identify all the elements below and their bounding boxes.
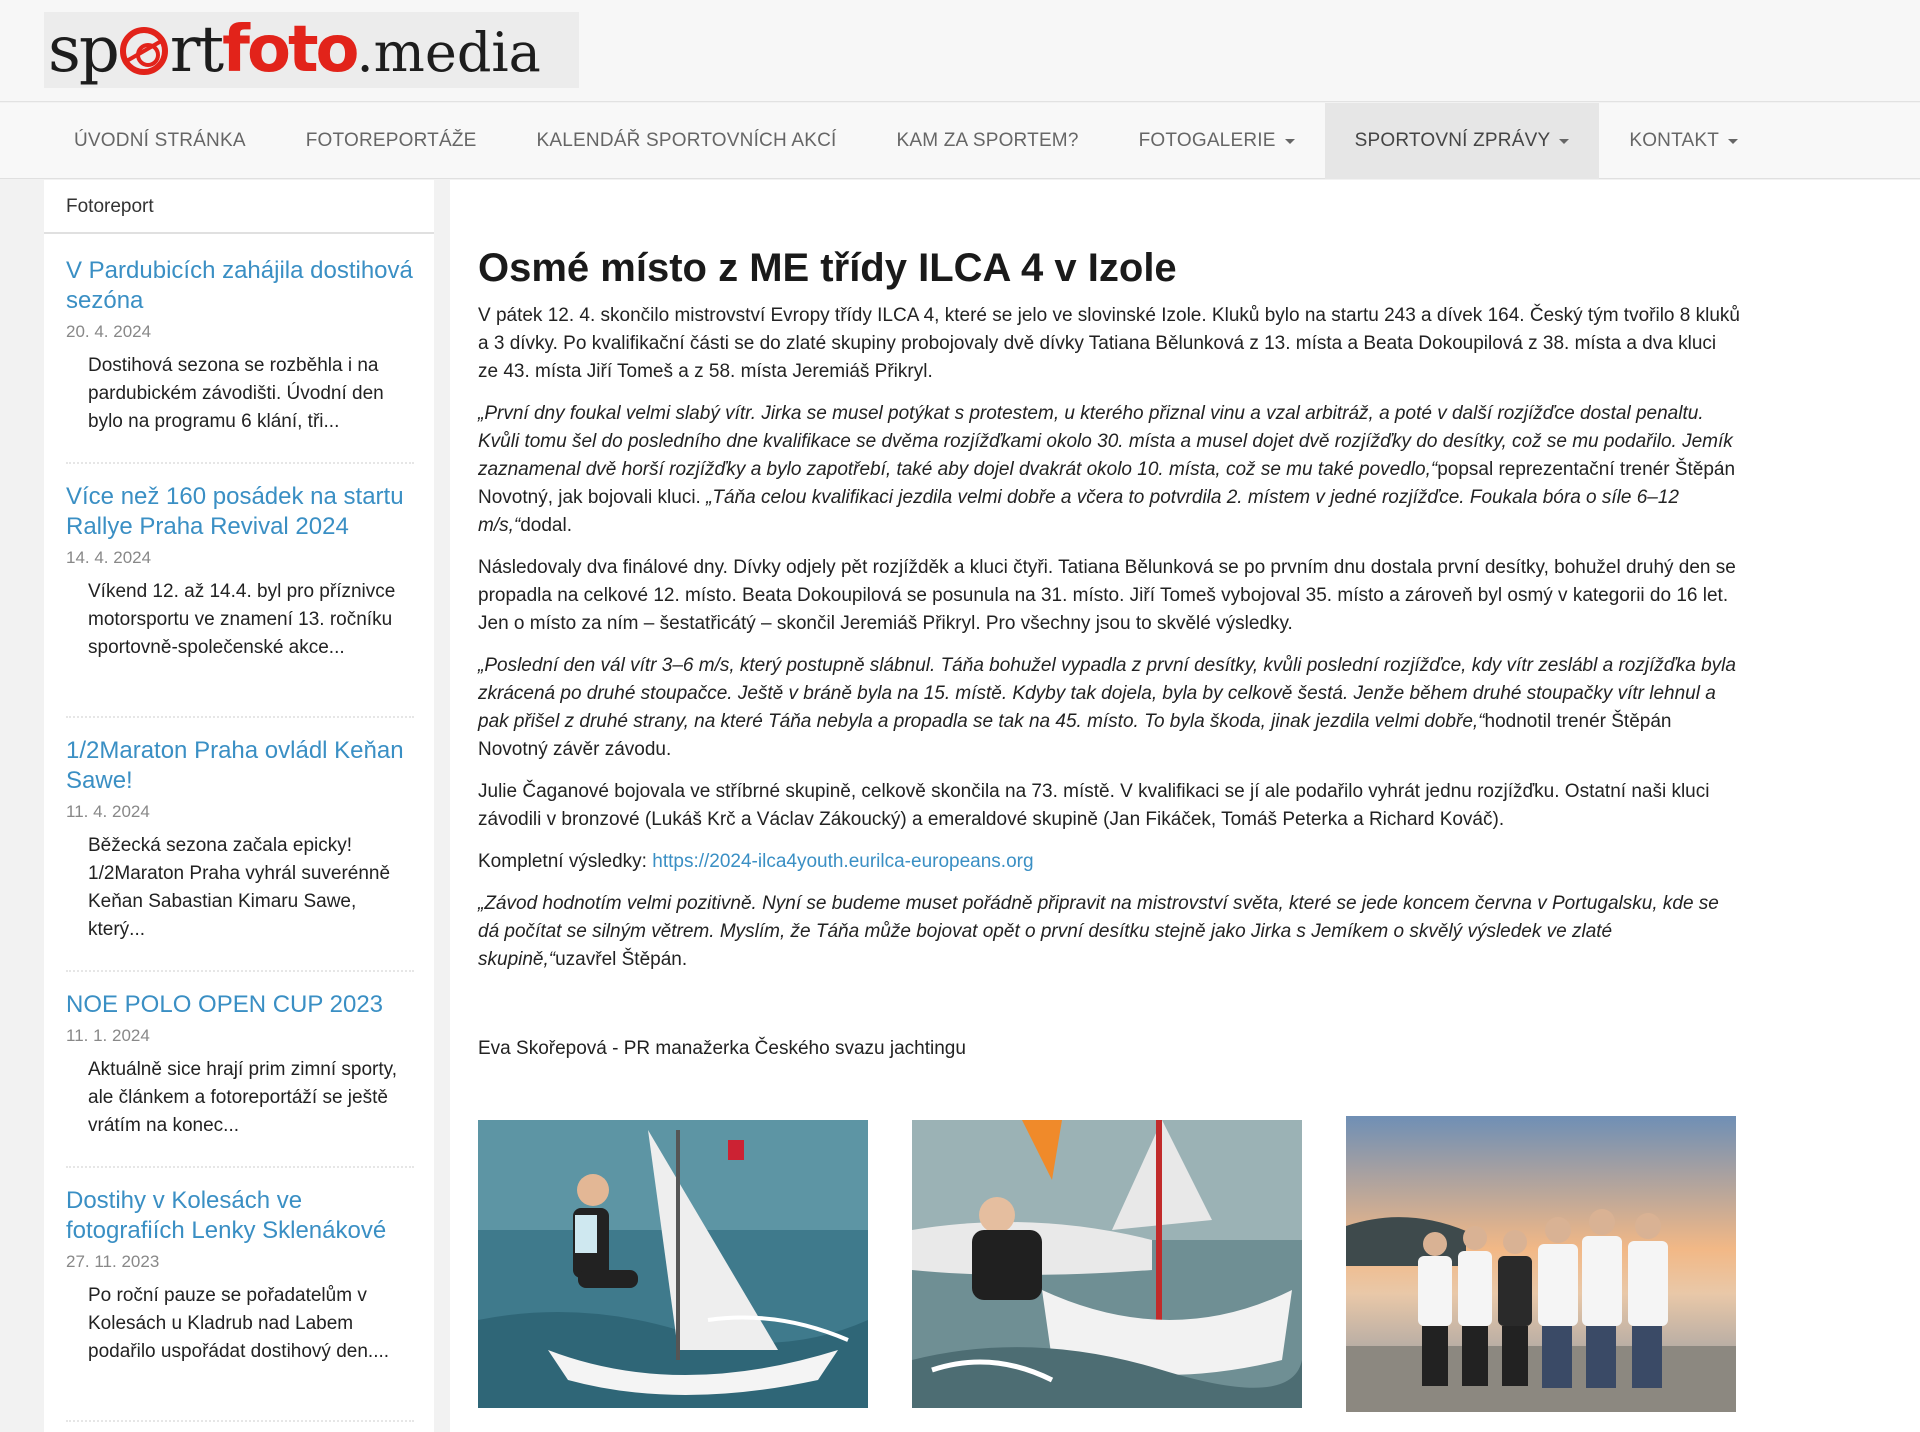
article-author: Eva Skořepová - PR manažerka Českého svazu jachtingu: [478, 1038, 966, 1059]
gallery-photo-sailing-2[interactable]: [912, 1120, 1302, 1408]
article-body: [478, 302, 1740, 988]
post-title-link[interactable]: 1/2Maraton Praha ovládl Keňan Sawe!: [66, 737, 404, 794]
chevron-down-icon: [1728, 139, 1738, 144]
post-date: 14. 4. 2024: [66, 548, 152, 567]
gallery-photo-sailing-1[interactable]: [478, 1120, 868, 1408]
nav-item-home[interactable]: [44, 103, 276, 179]
nav-item-photogallery[interactable]: [1109, 103, 1325, 179]
nav-list: [44, 103, 1768, 179]
chevron-down-icon: [1559, 139, 1569, 144]
article-paragraph: [478, 652, 1740, 764]
article-main: [450, 180, 1920, 1432]
results-label: Kompletní výsledky:: [478, 851, 653, 872]
photo-image: [1346, 1116, 1736, 1412]
photo-image: [912, 1120, 1302, 1408]
sidebar-heading: Fotoreport: [44, 180, 434, 234]
sidebar-post: [66, 256, 414, 464]
photo-image: [478, 1120, 868, 1408]
paragraph-text: uzavřel Štěpán.: [555, 949, 688, 970]
logo-part-media: .media: [356, 21, 541, 84]
post-excerpt: Po roční pauze se pořadatelům v Kolesách u Kladrub nad Labem podařilo uspořádat dostihový den....: [88, 1285, 390, 1362]
logo-part-sp: sp: [48, 13, 118, 87]
nav-item-sport-news[interactable]: [1325, 103, 1600, 179]
article-paragraph: Julie Čaganové bojovala ve stříbrné skupině, celkově skončila na 73. místě. V kvalifikaci se jí ale podařilo vyhrát jednu rozjížďku. Ostatní naši kluci závodili v bronzové (Lukáš Krč a Václav Zákoucký) a emeraldové skupině (Jan Fikáček, Tomáš Peterka a Richard Kováč).: [478, 781, 1710, 830]
article-paragraph: V pátek 12. 4. skončilo mistrovství Evropy třídy ILCA 4, které se jelo ve slovinské Izole. Kluků bylo na startu 243 a dívek 164. Český tým tvořilo 8 kluků a 3 dívky. Po kvalifikační části se do zlaté skupiny probojovaly dvě dívky Tatiana Bělunková z 13. místa a Beata Dokoupilová z 38. místa a dva kluci ze 43. místa Jiří Tomeš a z 58. místa Jeremiáš Přikryl.: [478, 305, 1740, 382]
quote-text: „Táňa celou kvalifikaci jezdila velmi dobře a včera to potvrdila 2. místem v jedné rozjížďce. Foukala bóra o síle 6–12 m/s,“: [478, 487, 1679, 536]
sidebar-post: [66, 482, 414, 718]
camera-lens-icon: [120, 27, 168, 75]
paragraph-text: dodal.: [520, 515, 572, 536]
post-title-link[interactable]: Dostihy v Kolesách ve fotografiích Lenky Sklenákové: [66, 1187, 387, 1244]
post-date: 11. 1. 2024: [66, 1026, 150, 1045]
post-title-link[interactable]: V Pardubicích zahájila dostihová sezóna: [66, 257, 413, 314]
paragraph-text: hodnotil trenér Štěpán Novotný závěr závodu.: [478, 711, 1672, 760]
post-excerpt: Aktuálně sice hrají prim zimní sporty, ale článkem a fotoreportáží se ještě vrátím na konec...: [88, 1059, 398, 1136]
nav-label: ÚVODNÍ STRÁNKA: [74, 130, 246, 151]
nav-label: KAM ZA SPORTEM?: [896, 130, 1079, 151]
nav-item-photoreports[interactable]: [276, 103, 507, 179]
nav-label: KALENDÁŘ SPORTOVNÍCH AKCÍ: [536, 130, 837, 151]
sidebar-post: [66, 990, 414, 1168]
results-link[interactable]: https://2024-ilca4youth.eurilca-europeans.org: [652, 851, 1034, 872]
site-header: [0, 0, 1920, 102]
nav-item-contact[interactable]: [1599, 103, 1768, 179]
post-date: 20. 4. 2024: [66, 322, 152, 341]
article-paragraph: [478, 400, 1740, 540]
nav-item-where-to-sport[interactable]: [866, 103, 1108, 179]
logo-part-foto: foto: [222, 13, 357, 87]
quote-text: „Poslední den vál vítr 3–6 m/s, který postupně slábnul. Táňa bohužel vypadla z první desítky, kvůli poslední rozjížďce, kdy vítr zeslábl a rozjížďka byla zkrácená po druhé stoupačce. Ještě v bráně byla na 15. místě. Kdyby tak dojela, byla by celkově šestá. Jenže během druhé stoupačky vítr lehnul a pak přišel z druhé strany, na které Táňa nebyla a propadla se tak na 45. místo. To byla škoda, jinak jezdila velmi dobře,“: [478, 655, 1736, 732]
logo-part-rt: rt: [169, 13, 223, 87]
chevron-down-icon: [1285, 139, 1295, 144]
sidebar: [44, 180, 434, 1432]
sidebar-post: [66, 736, 414, 972]
site-logo[interactable]: [44, 12, 579, 88]
post-excerpt: Víkend 12. až 14.4. byl pro příznivce motorsportu ve znamení 13. ročníku sportovně-společenské akce...: [88, 581, 396, 658]
main-navigation: [0, 103, 1920, 179]
post-title-link[interactable]: NOE POLO OPEN CUP 2023: [66, 991, 384, 1018]
quote-text: „První dny foukal velmi slabý vítr. Jirka se musel potýkat s protestem, u kterého přiznal vinu a vzal arbitráž, a poté v další rozjížďce dostal penaltu. Kvůli tomu šel do posledního dne kvalifikace se dvěma rozjížďkami okolo 30. místa a musel dojet dvě rozjížďky do desítky, což se mu podařilo. Jemík zaznamenal dvě horší rozjížďky a bylo zapotřebí, také aby dojel dvakrát okolo 10. místa, což se mu také povedlo,“: [478, 403, 1733, 480]
post-title-link[interactable]: Více než 160 posádek na startu Rallye Praha Revival 2024: [66, 483, 404, 540]
nav-item-calendar[interactable]: [507, 103, 867, 179]
article-title: Osmé místo z ME třídy ILCA 4 v Izole: [478, 246, 1177, 290]
post-excerpt: Běžecká sezona začala epicky! 1/2Maraton Praha vyhrál suverénně Keňan Sabastian Kimaru Sawe, který...: [88, 835, 391, 940]
logo-wordmark: [48, 13, 541, 87]
article-paragraph: [478, 848, 1740, 876]
sidebar-post: [66, 1186, 414, 1422]
nav-label: FOTOGALERIE: [1138, 130, 1276, 151]
article-paragraph: [478, 890, 1740, 974]
gallery-photo-team[interactable]: [1346, 1116, 1736, 1412]
article-paragraph: Následovaly dva finálové dny. Dívky odjely pět rozjížděk a kluci čtyři. Tatiana Bělunková se po prvním dnu dostala první desítky, bohužel druhý den se propadla na celkové 12. místo. Beata Dokoupilová se posunula na 31. místo. Jiří Tomeš vybojoval 35. místo a zároveň byl osmý v kategorii do 16 let. Jen o místo za ním – šestatřicátý – skončil Jeremiáš Přikryl. Pro všechny jsou to skvělé výsledky.: [478, 557, 1736, 634]
post-date: 27. 11. 2023: [66, 1252, 160, 1271]
paragraph-text: popsal reprezentační trenér Štěpán Novotný, jak bojovali kluci.: [478, 459, 1736, 508]
post-excerpt: Dostihová sezona se rozběhla i na pardubickém závodišti. Úvodní den bylo na programu 6 klání, tři...: [88, 355, 384, 432]
nav-label: KONTAKT: [1629, 130, 1720, 151]
nav-label: SPORTOVNÍ ZPRÁVY: [1354, 130, 1551, 151]
post-date: 11. 4. 2024: [66, 802, 150, 821]
nav-label: FOTOREPORTÁŽE: [305, 130, 477, 151]
quote-text: „Závod hodnotím velmi pozitivně. Nyní se budeme muset pořádně připravit na mistrovství světa, které se jede koncem června v Portugalsku, kde se dá počítat se silným větrem. Myslím, že Táňa může bojovat opět o první desítku stejně jako Jirka s Jemíkem o skvělý výsledek ve zlaté skupině,“: [478, 893, 1719, 970]
